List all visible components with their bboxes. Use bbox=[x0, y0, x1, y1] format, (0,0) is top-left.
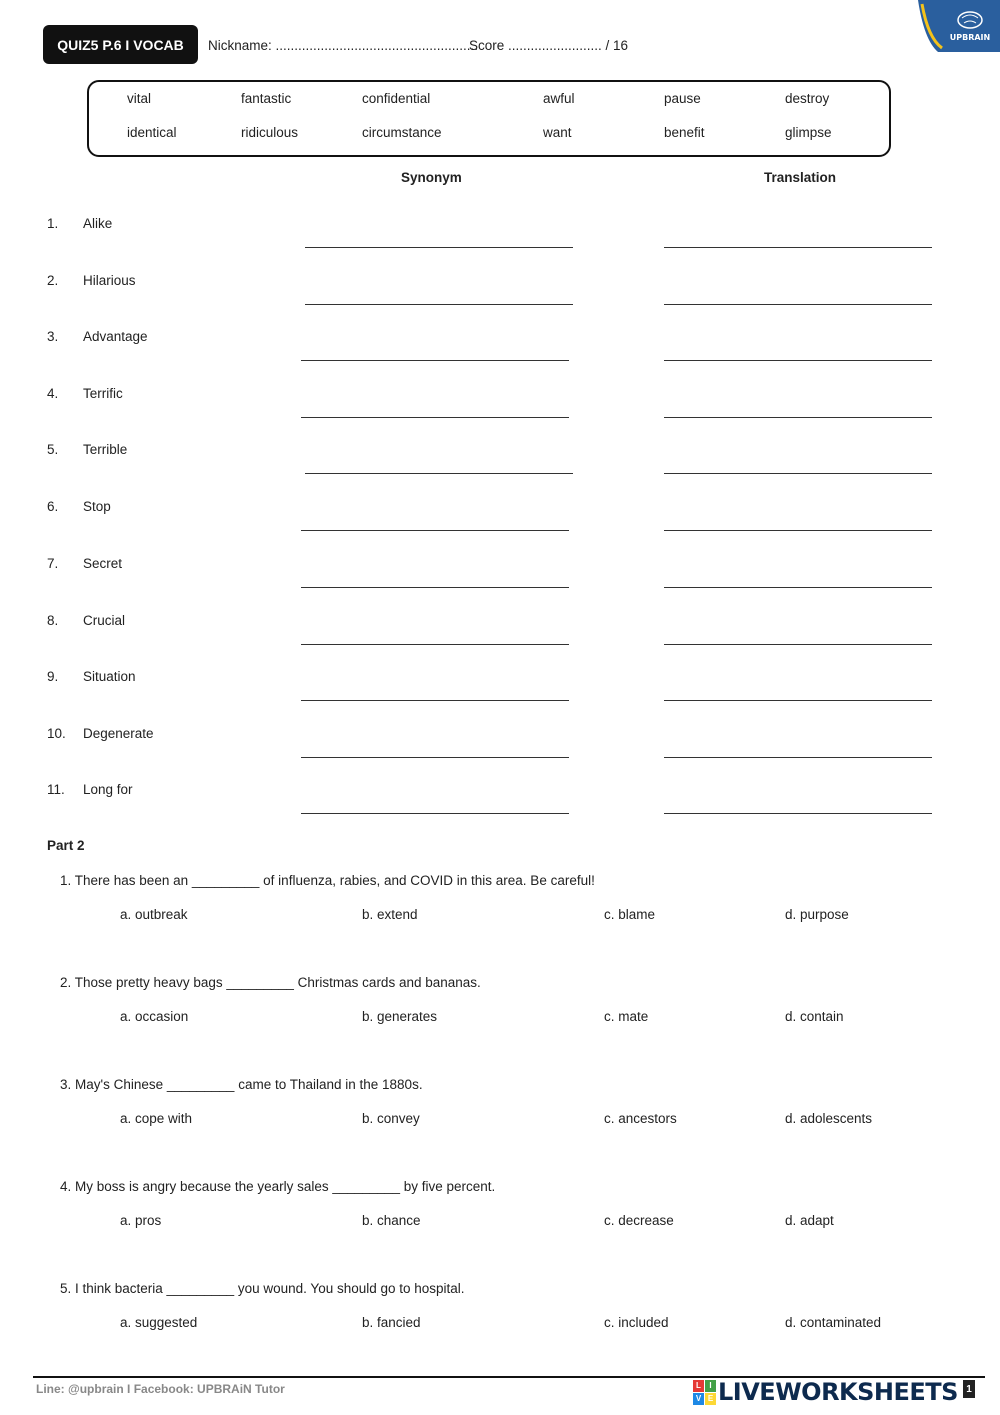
vocab-row bbox=[0, 499, 1000, 523]
bank-word: benefit bbox=[664, 125, 705, 140]
vocab-row bbox=[0, 782, 1000, 806]
item-number: 10. bbox=[47, 726, 66, 741]
mcq-option[interactable]: c. blame bbox=[604, 907, 656, 922]
mcq-option[interactable]: d. adapt bbox=[785, 1213, 834, 1228]
item-number: 4. bbox=[47, 386, 59, 401]
translation-answer-line[interactable] bbox=[664, 343, 932, 361]
mcq-question: 2. Those pretty heavy bags _________ Christmas cards and bananas. bbox=[60, 975, 481, 990]
nickname-field-label: Nickname: ...................................................... bbox=[208, 38, 479, 53]
bank-word: glimpse bbox=[785, 125, 832, 140]
bank-word: vital bbox=[127, 91, 152, 106]
word-bank-box bbox=[87, 80, 891, 157]
item-word: Alike bbox=[83, 216, 113, 231]
synonym-answer-line[interactable] bbox=[301, 683, 569, 701]
mcq-option[interactable]: d. adolescents bbox=[785, 1111, 873, 1126]
mcq-option[interactable]: a. occasion bbox=[120, 1009, 189, 1024]
mcq-option[interactable]: b. extend bbox=[362, 907, 418, 922]
vocab-row bbox=[0, 442, 1000, 466]
mcq-option[interactable]: b. generates bbox=[362, 1009, 438, 1024]
translation-answer-line[interactable] bbox=[664, 740, 932, 758]
item-word: Terrible bbox=[83, 442, 128, 457]
bank-word: confidential bbox=[362, 91, 431, 106]
bank-word: circumstance bbox=[362, 125, 442, 140]
part2-heading: Part 2 bbox=[47, 838, 85, 853]
mcq-option[interactable]: b. chance bbox=[362, 1213, 421, 1228]
translation-answer-line[interactable] bbox=[664, 627, 932, 645]
mcq-option[interactable]: c. decrease bbox=[604, 1213, 674, 1228]
mcq-option[interactable]: c. mate bbox=[604, 1009, 649, 1024]
item-word: Secret bbox=[83, 556, 123, 571]
item-word: Degenerate bbox=[83, 726, 154, 741]
mcq-question: 4. My boss is angry because the yearly sales _________ by five percent. bbox=[60, 1179, 496, 1194]
mcq-option[interactable]: d. contaminated bbox=[785, 1315, 882, 1330]
translation-answer-line[interactable] bbox=[664, 400, 932, 418]
translation-answer-line[interactable] bbox=[664, 287, 932, 305]
item-word: Crucial bbox=[83, 613, 126, 628]
bank-word: fantastic bbox=[241, 91, 292, 106]
bank-word: awful bbox=[543, 91, 575, 106]
bank-word: ridiculous bbox=[241, 125, 299, 140]
item-number: 3. bbox=[47, 329, 59, 344]
mcq-option[interactable]: d. purpose bbox=[785, 907, 849, 922]
mcq-option[interactable]: b. fancied bbox=[362, 1315, 421, 1330]
upbrain-logo bbox=[918, 0, 1000, 52]
page-number: 1 bbox=[963, 1380, 975, 1398]
translation-answer-line[interactable] bbox=[664, 570, 932, 588]
vocab-row bbox=[0, 216, 1000, 240]
mcq-option[interactable]: a. outbreak bbox=[120, 907, 188, 922]
translation-answer-line[interactable] bbox=[664, 683, 932, 701]
footer-contact: Line: @upbrain I Facebook: UPBRAiN Tutor bbox=[36, 1382, 285, 1396]
synonym-column-heading: Synonym bbox=[401, 170, 462, 185]
bank-word: want bbox=[543, 125, 572, 140]
item-word: Advantage bbox=[83, 329, 148, 344]
item-number: 11. bbox=[47, 782, 65, 797]
score-field-label: Score ......................... / 16 bbox=[469, 38, 629, 53]
mcq-question: 1. There has been an _________ of influenza, rabies, and COVID in this area. Be careful! bbox=[60, 873, 595, 888]
item-word: Long for bbox=[83, 782, 133, 797]
synonym-answer-line[interactable] bbox=[305, 230, 573, 248]
item-number: 7. bbox=[47, 556, 59, 571]
item-word: Situation bbox=[83, 669, 136, 684]
vocab-row bbox=[0, 556, 1000, 580]
translation-answer-line[interactable] bbox=[664, 230, 932, 248]
mcq-question: 5. I think bacteria _________ you wound. You should go to hospital. bbox=[60, 1281, 465, 1296]
mcq-option[interactable]: a. cope with bbox=[120, 1111, 193, 1126]
item-number: 5. bbox=[47, 442, 59, 457]
item-number: 9. bbox=[47, 669, 59, 684]
mcq-option[interactable]: c. included bbox=[604, 1315, 669, 1330]
item-number: 1. bbox=[47, 216, 59, 231]
vocab-row bbox=[0, 273, 1000, 297]
vocab-row bbox=[0, 329, 1000, 353]
liveworksheets-logo[interactable] bbox=[693, 1377, 993, 1407]
logo-square: I bbox=[705, 1380, 716, 1392]
synonym-answer-line[interactable] bbox=[301, 740, 569, 758]
synonym-answer-line[interactable] bbox=[301, 570, 569, 588]
liveworksheets-text: LIVEWORKSHEETS bbox=[718, 1378, 958, 1406]
synonym-answer-line[interactable] bbox=[301, 343, 569, 361]
mcq-option[interactable]: a. suggested bbox=[120, 1315, 198, 1330]
logo-text: UPBRAIN bbox=[949, 33, 991, 42]
bank-word: destroy bbox=[785, 91, 830, 106]
item-word: Stop bbox=[83, 499, 111, 514]
item-word: Hilarious bbox=[83, 273, 136, 288]
bank-word: identical bbox=[127, 125, 177, 140]
synonym-answer-line[interactable] bbox=[301, 796, 569, 814]
liveworksheets-squares-icon bbox=[693, 1380, 716, 1405]
synonym-answer-line[interactable] bbox=[301, 627, 569, 645]
logo-square: E bbox=[705, 1393, 716, 1405]
item-word: Terrific bbox=[83, 386, 123, 401]
vocab-row bbox=[0, 726, 1000, 750]
synonym-answer-line[interactable] bbox=[305, 287, 573, 305]
mcq-option[interactable]: b. convey bbox=[362, 1111, 420, 1126]
vocab-row bbox=[0, 613, 1000, 637]
item-number: 6. bbox=[47, 499, 59, 514]
synonym-answer-line[interactable] bbox=[301, 513, 569, 531]
item-number: 8. bbox=[47, 613, 59, 628]
logo-square: L bbox=[693, 1380, 704, 1392]
mcq-option[interactable]: c. ancestors bbox=[604, 1111, 677, 1126]
mcq-option[interactable]: a. pros bbox=[120, 1213, 162, 1228]
mcq-question: 3. May's Chinese _________ came to Thailand in the 1880s. bbox=[60, 1077, 423, 1092]
translation-column-heading: Translation bbox=[764, 170, 837, 185]
synonym-answer-line[interactable] bbox=[305, 456, 573, 474]
mcq-option[interactable]: d. contain bbox=[785, 1009, 844, 1024]
item-number: 2. bbox=[47, 273, 59, 288]
translation-answer-line[interactable] bbox=[664, 796, 932, 814]
quiz-title-badge: QUIZ5 P.6 I VOCAB bbox=[43, 25, 198, 64]
translation-answer-line[interactable] bbox=[664, 513, 932, 531]
bank-word: pause bbox=[664, 91, 701, 106]
vocab-row bbox=[0, 386, 1000, 410]
translation-answer-line[interactable] bbox=[664, 456, 932, 474]
synonym-answer-line[interactable] bbox=[301, 400, 569, 418]
logo-square: V bbox=[693, 1393, 704, 1405]
vocab-row bbox=[0, 669, 1000, 693]
